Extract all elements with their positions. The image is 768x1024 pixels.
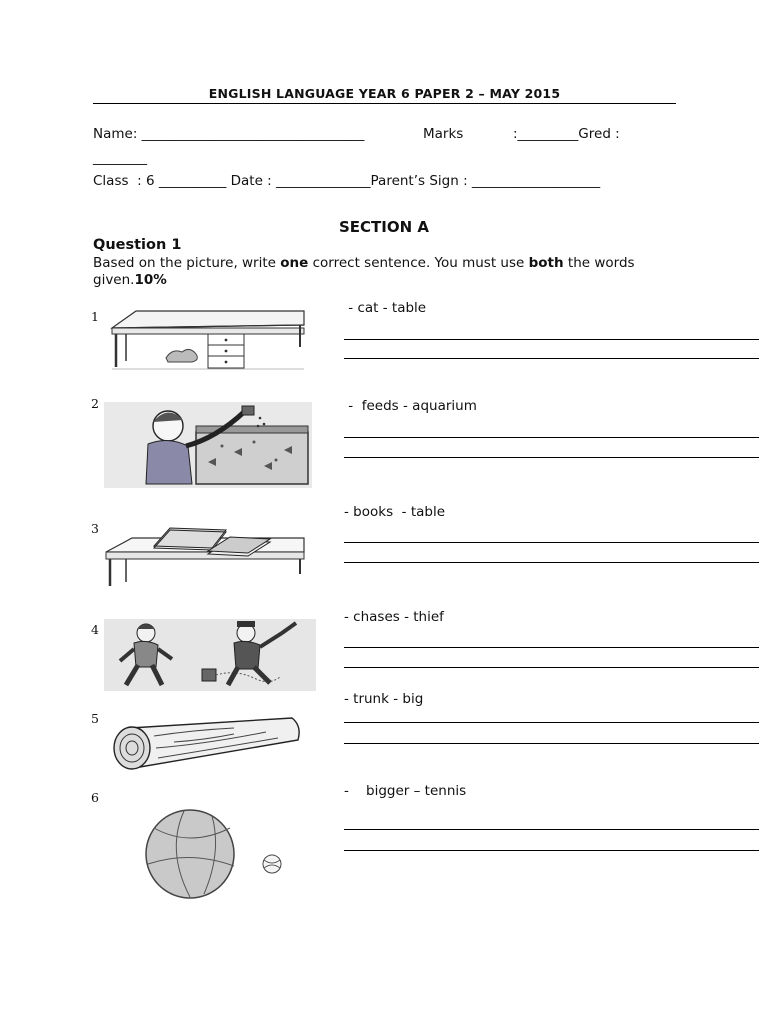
title-underline <box>93 103 676 104</box>
instr-part-2: correct sentence. You must use <box>308 255 529 271</box>
answer-line[interactable] <box>344 850 759 851</box>
answer-line[interactable] <box>344 829 759 830</box>
instr-marks: 10% <box>134 272 167 288</box>
word-prompt-4: - chases - thief <box>344 609 444 625</box>
instr-part-1: Based on the picture, write <box>93 255 281 271</box>
item-number-2: 2 <box>91 396 99 411</box>
item-number-1: 1 <box>91 309 99 324</box>
question-instructions <box>93 255 693 289</box>
picture-policeman-chasing-thief <box>104 619 316 691</box>
answer-line[interactable] <box>344 667 759 668</box>
word-prompt-5: - trunk - big <box>344 691 424 707</box>
instr-bold-one: one <box>280 255 309 271</box>
word-prompt-2: - feeds - aquarium <box>344 398 477 414</box>
answer-line[interactable] <box>344 437 759 438</box>
paper-title: ENGLISH LANGUAGE YEAR 6 PAPER 2 – MAY 2015 <box>208 86 561 101</box>
picture-table-with-cat <box>104 303 314 371</box>
answer-line[interactable] <box>344 743 759 744</box>
word-prompt-6: - bigger – tennis <box>344 783 467 799</box>
item-number-3: 3 <box>91 521 99 536</box>
marks-gred-field[interactable]: :_________Gred : <box>513 126 620 142</box>
picture-boy-feeding-fish <box>104 402 312 488</box>
item-number-6: 6 <box>91 790 99 805</box>
instr-bold-both: both <box>528 255 564 271</box>
section-title: SECTION A <box>338 218 429 236</box>
word-prompt-1: - cat - table <box>344 300 427 316</box>
question-heading: Question 1 <box>93 237 182 253</box>
class-date-sign-field[interactable]: Class : 6 __________ Date : ______________Parent’s Sign : ___________________ <box>93 173 601 189</box>
answer-line[interactable] <box>344 562 759 563</box>
answer-line[interactable] <box>344 339 759 340</box>
word-prompt-3: - books - table <box>344 504 446 520</box>
gred-field[interactable]: ________ <box>93 150 147 166</box>
answer-line[interactable] <box>344 722 759 723</box>
instr-part-3: the words given. <box>93 255 635 288</box>
answer-line[interactable] <box>344 358 759 359</box>
name-field[interactable]: Name: _________________________________ <box>93 126 365 142</box>
item-number-4: 4 <box>91 622 99 637</box>
item-number-5: 5 <box>91 711 99 726</box>
picture-basketball-and-tennis-ball <box>104 808 294 900</box>
picture-books-on-table <box>104 524 308 588</box>
answer-line[interactable] <box>344 542 759 543</box>
answer-line[interactable] <box>344 647 759 648</box>
picture-tree-trunk <box>104 714 304 772</box>
answer-line[interactable] <box>344 457 759 458</box>
marks-label: Marks <box>423 126 464 142</box>
